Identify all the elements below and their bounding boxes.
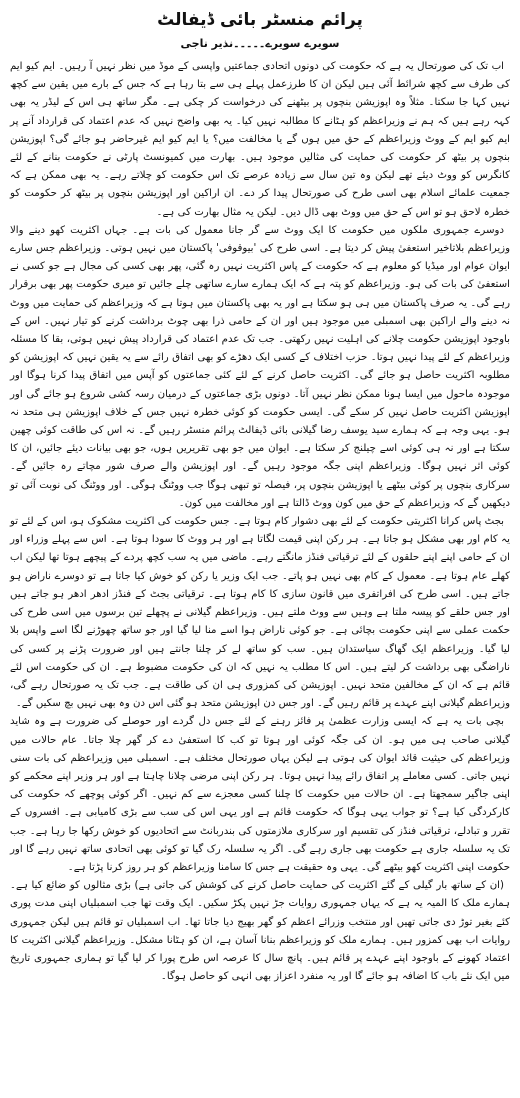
article-paragraph: (ان کے ساتھ بار گیلی کے گئے اکثریت کی حمایت حاصل کرنے کی کوشش کی جاتی ہے) بڑی مثالوں کو ضائع کیا ہے۔ ہمارے ملک کا المیہ یہ ہے کہ یہاں جمہوری روایات جڑ نہیں پکڑ سکیں۔ ایک وقت تھا جب اسمبلیاں اپنی مدت پوری کئے بغیر توڑ دی جاتی تھیں اور منتخب وزرائے اعظم کو گھر بھیج دیا جاتا تھا۔ اب اسمبلیاں تو قائم ہیں لیکن جمہوری روایات اب بھی کمزور ہیں۔ ہمارے ملک کو وزیراعظم بنانا آسان ہے، ان کو ہٹانا مشکل۔ وزیراعظم گیلانی اکثریت کا اعتماد کھونے کے باوجود اپنے عہدے پر قائم ہیں۔ پانچ سال کا عرصہ اس طرح پورا کر لیا گیا تو ہماری جمہوری تاریخ میں ایک نئے باب کا اضافہ ہو جائے گا اور یہ منفرد اعزاز بھی انہی کو حاصل ہوگا۔ [10,880,510,983]
article-paragraph: بچی بات یہ ہے کہ ایسی وزارت عظمیٰ پر فائز رہنے کے لئے جس دل گردے اور حوصلے کی ضرورت ہے وہ شاید گیلانی صاحب ہی میں ہو۔ ان کی جگہ کوئی اور ہوتا تو کب کا استعفیٰ دے کر گھر چلا جاتا۔ عام حالات میں وزیراعظم کی حیثیت قائد ایوان کی ہوتی ہے لیکن یہاں صورتحال مختلف ہے۔ اسمبلی میں وزیراعظم کی بات سنی نہیں جاتی۔ کسی معاملے پر اتفاق رائے پیدا نہیں ہوتا۔ ہر رکن اپنی مرضی چلانا چاہتا ہے اور ہر وزیر اپنے محکمے کو اپنی جاگیر سمجھتا ہے۔ ان حالات میں حکومت کا چلنا کسی معجزے سے کم نہیں۔ اگر کوئی پوچھے کہ حکومت کی کارکردگی کیا ہے؟ تو جواب یہی ہوگا کہ حکومت قائم ہے اور یہی اس کی سب سے بڑی کامیابی ہے۔ افسروں کے تقرر و تبادلے، ترقیاتی فنڈز کی تقسیم اور سرکاری ملازمتوں کی بندربانٹ سے اتحادیوں کو خوش رکھا جا رہا ہے۔ جب تک یہ سلسلہ جاری ہے حکومت بھی جاری رہے گی۔ اگر یہ سلسلہ رک گیا تو کوئی بھی اتحادی ساتھ نہیں رہے گا اور حکومت اپنی اکثریت کھو بیٹھے گی۔ یہی وہ حقیقت ہے جس کا سامنا وزیراعظم کو ہر روز کرنا پڑتا ہے۔ [10,716,510,873]
article-paragraph: دوسرے جمہوری ملکوں میں حکومت کا ایک ووٹ سے گر جانا معمول کی بات ہے۔ جہاں اکثریت کھو دینے والا وزیراعظم بلاتاخیر استعفیٰ پیش کر دیتا ہے۔ اسی طرح کی 'بیوقوفی' پاکستان میں نہیں ہوتی۔ وزیراعظم جس سارے ایوان عوام اور میڈیا کو معلوم ہے کہ حکومت کے پاس اکثریت نہیں رہ گئی، پھر بھی کسی کی مجال ہے جو کسی نے استعفیٰ کی بات کی ہو۔ وزیراعظم کو پتہ ہے کہ ایک ہمارے سارے ساتھی چلے جائیں تو میری حکومت پھر بھی برقرار رہے گی۔ یہ صرف پاکستان میں ہی ہو سکتا ہے اور یہ بھی پاکستان میں ہوتا ہے کہ وزیراعظم کی حمایت میں ووٹ نہ دینے والے اراکین بھی اسمبلی میں موجود ہیں اور ان کے حامی ذرا بھی چوٹ برداشت کرنے کو تیار نہیں۔ اس کے باوجود اپوزیشن حکومت چلانے کی اہلیت نہیں رکھتی۔ جب تک عدم اعتماد کی قرارداد پیش نہیں ہوتی، بقا کا مسئلہ وزیراعظم کے لئے پیدا نہیں ہوتا۔ حزب اختلاف کے کسی ایک دھڑے کو بھی اتفاق رائے سے یہ یقین نہیں کہ اپوزیشن کو مطلوبہ اکثریت حاصل ہو جائے گی۔ اکثریت حاصل کرنے کے لئے کئی جماعتوں کو آپس میں اتفاق پیدا کرنا ہوگا اور موجودہ ماحول میں ایسا ہونا ممکن نظر نہیں آتا۔ دونوں بڑی جماعتوں کے درمیان رسہ کشی شروع ہو جائے گی اور اپوزیشن اکثریت حاصل نہیں کر سکے گی۔ ایسی حکومت کو کوئی خطرہ نہیں جس کے خلاف اپوزیشن ہی متحد نہ ہو۔ یہی وجہ ہے کہ ہمارے سید یوسف رضا گیلانی بائی ڈیفالٹ پرائم منسٹر رہیں گے۔ نہ اس کی طاقت کوئی چھین سکتا ہے اور نہ ہی کوئی اسے چیلنج کر سکتا ہے۔ ایوان میں جو بھی تقریریں ہوں، جو بھی بیانات دیئے جائیں، ان کا کوئی اثر نہیں ہوگا۔ وزیراعظم اپنی جگہ موجود رہیں گے۔ اور اپوزیشن والے صرف شور مچاتے رہ جائیں گے۔ سرکاری بنچوں پر کوئی بیٹھے یا اپوزیشن بنچوں پر، فیصلہ تو تبھی ہوگا جب ووٹنگ ہوگی۔ اور ووٹنگ کی نوبت آئی تو دیکھیں گے کہ وزیراعظم کے حق میں کون ووٹ ڈالتا ہے اور مخالفت میں کون۔ [10,224,510,509]
article-headline: پرائم منسٹر بائی ڈیفالٹ [157,10,363,30]
article-byline: سویرے سویرے۔۔۔۔۔نذیر ناجی [180,37,340,50]
article-body [10,58,510,986]
article-paragraph: اب تک کی صورتحال یہ ہے کہ حکومت کی دونوں اتحادی جماعتیں واپسی کے موڈ میں نظر نہیں آ رہیں۔ ایم کیو ایم کی طرف سے کچھ شرائط آئی ہیں لیکن ان کا طرزعمل پہلے ہی سے بتا رہا ہے کہ جس کے بارے میں یقین سے کچھ نہیں کہا جا سکتا۔ مثلاً وہ اپوزیشن بنچوں پر بیٹھنے کی درخواست کر چکی ہے۔ مگر ساتھ ہی اس کے لیڈر یہ بھی کہہ رہے ہیں کہ ہم نے وزیراعظم کو ہٹانے کا مطالبہ نہیں کیا۔ یہ بھی واضح نہیں کہ عدم اعتماد کی قرارداد آنے پر ایم کیو ایم کے ووٹ وزیراعظم کے حق میں ہوں گے یا مخالفت میں؟ یا ایم کیو ایم غیرحاضر ہو جائے گی؟ اپوزیشن بنچوں پر بیٹھ کر حکومت کی حمایت کی مثالیں موجود ہیں۔ بھارت میں کمیونسٹ پارٹی نے حکومت بنانے کے لئے کانگرس کو ووٹ دیئے تھے لیکن وہ تین سال سے زیادہ عرصے تک اس حکومت کو چلاتے رہے۔ یہ بھی ممکن ہے کہ جمعیت علمائے اسلام بھی اسی طرح کی صورتحال پیدا کر دے۔ ان اراکین اور اپوزیشن بنچوں پر بیٹھ کر حکومت کو خطرہ لاحق ہو تو اس کے حق میں ووٹ بھی ڈال دیں۔ لیکن یہ مثال بھارت کی ہے۔ [10,61,510,218]
article-paragraph: بجٹ پاس کرانا اکثریتی حکومت کے لئے بھی دشوار کام ہوتا ہے۔ جس حکومت کی اکثریت مشکوک ہو، اس کے لئے تو یہ کام اور بھی مشکل ہو جاتا ہے۔ ہر رکن اپنی قیمت لگاتا ہے اور ہر ووٹ کا سودا ہوتا ہے۔ اس سے پہلے وزراء اور ان کے حامی اپنے اپنے حلقوں کے لئے ترقیاتی فنڈز مانگتے رہے۔ ماضی میں یہ سب کچھ پردے کے پیچھے ہوتا تھا لیکن اب کھلے عام ہوتا ہے۔ معمول کے کام بھی نہیں ہو پاتے۔ جب ایک وزیر یا رکن کو خوش کیا جاتا ہے تو دوسرے ناراض ہو جاتے ہیں۔ اسی طرح کی افراتفری میں قانون سازی کا کام ہوتا ہے۔ ترقیاتی بجٹ کے فنڈز ادھر ادھر ہو جاتے ہیں اور جس حلقے کو پیسہ ملتا ہے وہیں سے ووٹ ملتے ہیں۔ وزیراعظم گیلانی نے پچھلے تین برسوں میں اسی طرح کی حکمت عملی سے اپنی حکومت بچائی ہے۔ جو کوئی ناراض ہوا اسے منا لیا گیا اور جو ساتھ چھوڑنے لگا اسے واپس بلا لیا گیا۔ وزیراعظم ایک گھاگ سیاستدان ہیں۔ سب کو ساتھ لے کر چلنا جانتے ہیں اور ضرورت پڑنے پر کسی کی ناراضگی بھی برداشت کر لیتے ہیں۔ اس کا مطلب یہ نہیں کہ ان کی حکومت مضبوط ہے۔ ان کی حکومت اس لئے قائم ہے کہ ان کے مخالفین متحد نہیں۔ اپوزیشن کی کمزوری ہی ان کی طاقت ہے۔ جب تک یہ صورتحال رہے گی، وزیراعظم گیلانی اپنے عہدے پر قائم رہیں گے۔ اور جس دن اپوزیشن متحد ہو گئی اس دن وہ بھی نہیں بچ سکیں گے۔ [10,516,510,710]
